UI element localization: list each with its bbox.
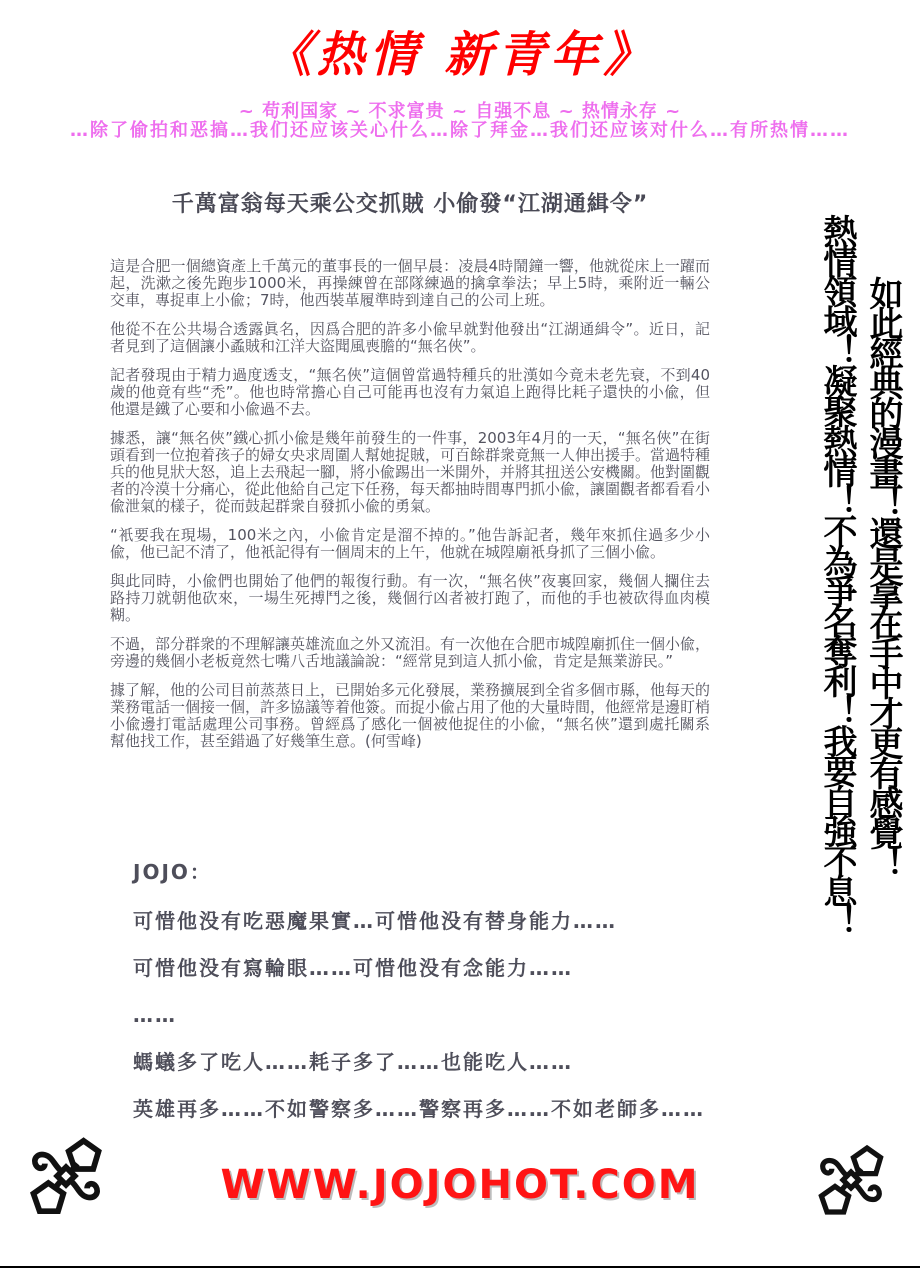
article-body [110, 258, 710, 762]
page-title: 《热情 新青年》 [263, 27, 657, 83]
vertical-slogan-inner: 如此經典的漫畫！還是拿在手中才更有感覺！ [863, 276, 903, 876]
commentary-line: 英雄再多……不如警察多……警察再多……不如老師多…… [133, 1097, 705, 1121]
vertical-slogan-outer: 熱情領域！凝聚熱情！不為爭名奪利！我要自強不息！ [817, 214, 857, 934]
article-paragraph: “衹要我在現場，100米之內，小偸肯定是溜不掉的。”他告訴記者，幾年來抓住過多少小偸，他已記不清了，他衹記得有一個周末的上午，他就在城隍廟衹身抓了三個小偸。 [110, 526, 710, 561]
commentary-block [133, 856, 705, 1146]
website-url: WWW.JOJOHOT.COM [220, 1162, 700, 1208]
commentary-line: 螞蟻多了吃人……耗子多了……也能吃人…… [133, 1050, 573, 1074]
motto-line-1: ~ 苟利国家 ~ 不求富贵 ~ 自强不息 ~ 热情永存 ~ [238, 101, 682, 122]
motto-line-2: …除了偷拍和恶搞…我们还应该关心什么…除了拜金…我们还应该对什么…有所热情…… [70, 120, 850, 141]
article-paragraph: 據悉，讓“無名俠”鐵心抓小偸是幾年前發生的一件事，2003年4月的一天，“無名俠”在街頭看到一位抱着孩子的婦女央求周圍人幫她捉賊，可百餘群衆竟無一人伸出援手。當過特種兵的他見狀大怒，追上去飛起一腳，將小偸踢出一米開外，并將其扭送公安機關。他對圍觀者的冷漠十分痛心，從此他給自己定下任務，每天都抽時間專門抓小偸，讓圍觀者都看看小偸泄氣的樣子，從而鼓起群衆自發抓小偸的勇氣。 [110, 429, 711, 515]
article-paragraph: 與此同時，小偸們也開始了他們的報復行動。有一次，“無名俠”夜裏回家，幾個人攔住去路持刀就朝他砍來，一場生死搏鬥之後，幾個行凶者被打跑了，而他的手也被砍得血肉模糊。 [110, 572, 710, 624]
article-paragraph: 記者發現由于精力過度透支，“無名俠”這個曾當過特種兵的壯漢如今竟未老先衰，不到40歲的他竟有些“禿”。他也時常擔心自己可能再也沒有力氣追上跑得比耗子還快的小偸，但他還是鐵了心要和小偸過不去。 [110, 366, 710, 418]
article-title: 千萬富翁每天乘公交抓賊 小偷發“江湖通緝令” [171, 192, 649, 217]
pinwheel-ornament-icon [810, 1140, 898, 1228]
article-paragraph: 他從不在公共場合透露眞名，因爲合肥的許多小偸早就對他發出“江湖通緝令”。近日，記者見到了這個讓小蟊賊和江洋大盜聞風喪膽的“無名俠”。 [110, 320, 710, 355]
article-paragraph: 不過，部分群衆的不理解讓英雄流血之外又流泪。有一次他在合肥市城隍廟抓住一個小偸，旁邊的幾個小老板竟然七嘴八舌地議論說：“經常見到這人抓小偸，肯定是無業游民。” [110, 635, 711, 670]
pinwheel-ornament-icon [22, 1132, 110, 1220]
article-paragraph: 這是合肥一個總資產上千萬元的董事長的一個早晨：凌晨4時鬧鐘一響，他就從床上一躍而起，洗漱之後先跑步1000米，再操練曾在部隊練過的擒拿拳法；早上5時，乘附近一輛公交車，專捉車上小偸；7時，他西裝革履準時到達自己的公司上班。 [110, 257, 710, 309]
article-paragraph: 據了解，他的公司目前蒸蒸日上，已開始多元化發展，業務擴展到全省多個市縣，他每天的業務電話一個接一個，許多協議等着他簽。而捉小偸占用了他的大量時間，他經常是邊盯梢小偸邊打電話處理公司事務。曾經爲了感化一個被他捉住的小偸，“無名俠”還到處托關系幫他找工作，甚至錯過了好幾筆生意。(何雪峰) [110, 681, 711, 750]
commentary-line: 可惜他没有寫輪眼……可惜他没有念能力…… [133, 956, 573, 980]
commentary-line: 可惜他没有吃惡魔果實…可惜他没有替身能力…… [133, 909, 617, 933]
commentary-speaker: JOJO： [133, 860, 212, 884]
commentary-line: …… [133, 1003, 177, 1027]
